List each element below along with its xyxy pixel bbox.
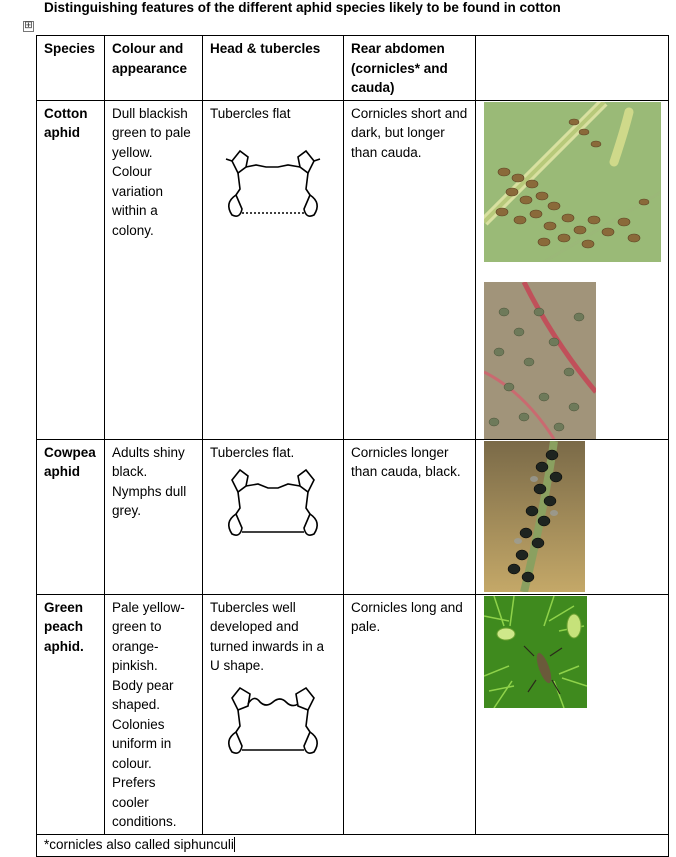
- footnote-text: *cornicles also called siphunculi: [44, 836, 234, 852]
- colour-text: Nymphs dull grey.: [112, 483, 187, 518]
- colour-text: Colour variation within a colony.: [112, 164, 164, 238]
- header-species: Species: [37, 36, 105, 101]
- cowpea-aphids-on-stem-photo: [484, 441, 585, 592]
- header-photo: [476, 36, 669, 101]
- aphid-head-u-shaped-tubercles-diagram: [218, 682, 328, 757]
- aphid-head-flat-tubercles-diagram: [218, 464, 328, 539]
- table-footnote-row: [37, 834, 669, 856]
- colour-cell: [105, 439, 203, 594]
- colour-text: Prefers cooler conditions.: [112, 775, 177, 829]
- header-rear: Rear abdomen (cornicles* and cauda): [344, 36, 476, 101]
- head-text: Tubercles flat.: [210, 444, 295, 460]
- rear-cell: Cornicles long and pale.: [344, 594, 476, 834]
- footnote-cell: [37, 834, 669, 856]
- table-row-cowpea-aphid: [37, 439, 669, 594]
- photo-cell: [476, 100, 669, 439]
- head-text: Tubercles flat: [210, 105, 291, 121]
- rear-cell: Cornicles longer than cauda, black.: [344, 439, 476, 594]
- aphid-head-flat-tubercles-diagram: [218, 145, 328, 220]
- colour-cell: [105, 100, 203, 439]
- text-cursor: [234, 837, 235, 852]
- colour-cell: [105, 594, 203, 834]
- colour-text: Body pear shaped.: [112, 677, 174, 712]
- header-colour: Colour and appearance: [105, 36, 203, 101]
- green-peach-aphids-photo: [484, 596, 587, 708]
- species-cell: Cowpea aphid: [37, 439, 105, 594]
- aphid-comparison-table: [36, 35, 669, 857]
- colour-text: Pale yellow-green to orange-pinkish.: [112, 599, 185, 673]
- table-row-cotton-aphid: [37, 100, 669, 439]
- head-cell: [203, 100, 344, 439]
- head-cell: [203, 594, 344, 834]
- colour-text: Colonies uniform in colour.: [112, 716, 172, 771]
- table-row-green-peach-aphid: [37, 594, 669, 834]
- head-cell: [203, 439, 344, 594]
- table-move-handle-icon[interactable]: ⊞: [24, 20, 33, 31]
- table-header-row: [37, 36, 669, 101]
- colour-text: Dull blackish green to pale yellow.: [112, 105, 191, 160]
- colour-text: Adults shiny black.: [112, 444, 185, 479]
- head-text: Tubercles well developed and turned inwards in a U shape.: [210, 599, 325, 673]
- species-cell: Green peach aphid.: [37, 594, 105, 834]
- cotton-aphid-colony-photo: [484, 102, 661, 262]
- rear-cell: Cornicles short and dark, but longer than cauda.: [344, 100, 476, 439]
- header-head: Head & tubercles: [203, 36, 344, 101]
- photo-cell: [476, 439, 669, 594]
- species-cell: Cotton aphid: [37, 100, 105, 439]
- photo-cell: [476, 594, 669, 834]
- cotton-aphids-on-reddish-leaf-photo: [484, 282, 596, 439]
- page-title: Distinguishing features of the different aphid species likely to be found in cotton: [44, 0, 561, 15]
